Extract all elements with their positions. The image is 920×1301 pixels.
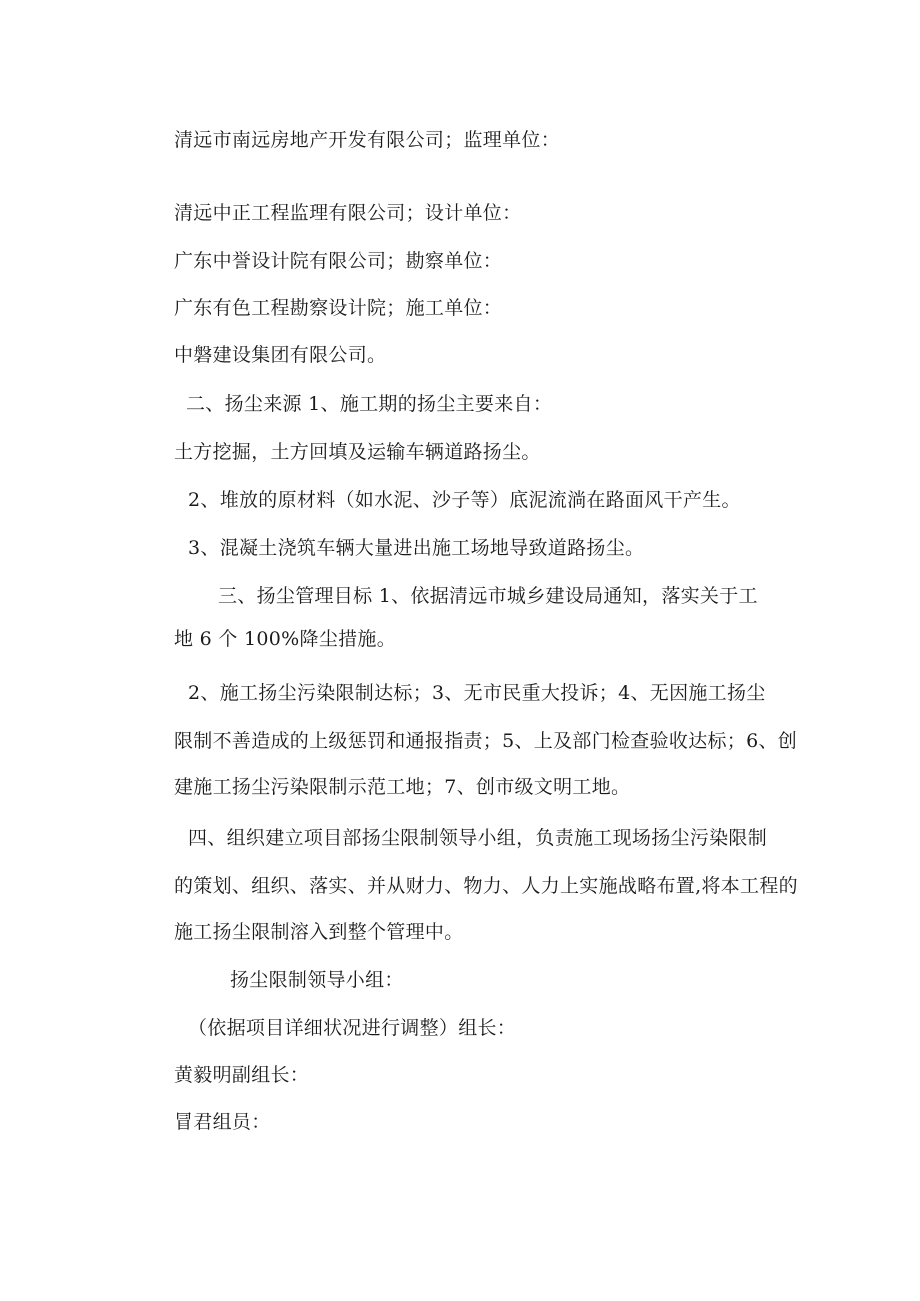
section-heading-organization: 四、组织建立项目部扬尘限制领导小组，负责施工现场扬尘污染限制 <box>188 827 768 849</box>
text-line-2: 清远中正工程监理有限公司；设计单位： <box>174 202 522 224</box>
text-line-9: 3、混凝土浇筑车辆大量进出施工场地导致道路扬尘。 <box>188 537 645 559</box>
text-line-4: 广东有色工程勘察设计院；施工单位： <box>174 297 503 319</box>
text-line-8: 2、堆放的原材料（如水泥、沙子等）底泥流淌在路面风干产生。 <box>188 489 741 511</box>
text-line-13: 限制不善造成的上级惩罚和通报指责；5、上及部门检查验收达标；6、创 <box>174 730 798 752</box>
text-line-21: 冒君组员： <box>174 1111 271 1133</box>
text-line-16: 的策划、组织、落实、并从财力、物力、人力上实施战略布置,将本工程的 <box>174 875 798 897</box>
text-line-1: 清远市南远房地产开发有限公司；监理单位： <box>174 129 561 151</box>
text-line-14: 建施工扬尘污染限制示范工地；7、创市级文明工地。 <box>174 776 631 798</box>
text-line-7: 土方挖掘，土方回填及运输车辆道路扬尘。 <box>174 441 541 463</box>
text-line-5: 中磐建设集团有限公司。 <box>174 344 387 366</box>
section-heading-dust-sources: 二、扬尘来源 1、施工期的扬尘主要来自： <box>186 393 553 415</box>
text-line-20: 黄毅明副组长： <box>174 1064 310 1086</box>
text-line-12: 2、施工扬尘污染限制达标；3、无市民重大投诉；4、无因施工扬尘 <box>188 682 766 704</box>
text-line-3: 广东中誉设计院有限公司；勘察单位： <box>174 250 503 272</box>
section-heading-management-goals: 三、扬尘管理目标 1、依据清远市城乡建设局通知，落实关于工 <box>218 585 758 607</box>
text-line-11: 地 6 个 100%降尘措施。 <box>174 628 397 650</box>
text-line-17: 施工扬尘限制溶入到整个管理中。 <box>174 921 464 943</box>
text-line-19: （依据项目详细状况进行调整）组长： <box>188 1017 517 1039</box>
subheading-leadership-group: 扬尘限制领导小组： <box>230 969 404 991</box>
